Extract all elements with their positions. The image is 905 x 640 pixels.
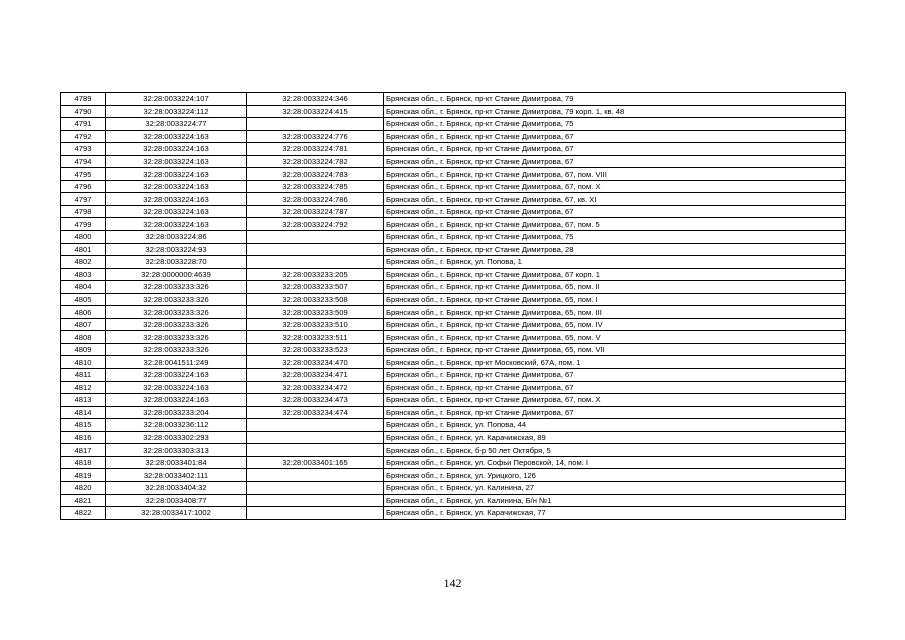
land-cadastral-number-cell: 32:28:0033224:163 (106, 155, 247, 168)
table-row (61, 168, 846, 181)
row-number-cell: 4801 (61, 243, 106, 256)
row-number-cell: 4817 (61, 444, 106, 457)
row-number-cell: 4813 (61, 394, 106, 407)
object-cadastral-number-cell (247, 256, 384, 269)
row-number-cell: 4806 (61, 306, 106, 319)
land-cadastral-number-cell: 32:28:0033224:163 (106, 369, 247, 382)
address-cell: Брянская обл., г. Брянск, пр-кт Станке Димитрова, 79 (384, 93, 846, 106)
row-number-cell: 4798 (61, 205, 106, 218)
address-cell: Брянская обл., г. Брянск, ул. Попова, 44 (384, 419, 846, 432)
land-cadastral-number-cell: 32:28:0033302:293 (106, 431, 247, 444)
row-number-cell: 4800 (61, 231, 106, 244)
address-cell: Брянская обл., г. Брянск, пр-кт Станке Димитрова, 75 (384, 231, 846, 244)
row-number-cell: 4796 (61, 180, 106, 193)
object-cadastral-number-cell: 32:28:0033234:471 (247, 369, 384, 382)
address-cell: Брянская обл., г. Брянск, ул. Попова, 1 (384, 256, 846, 269)
row-number-cell: 4814 (61, 406, 106, 419)
row-number-cell: 4820 (61, 481, 106, 494)
page-number: 142 (443, 576, 462, 590)
address-cell: Брянская обл., г. Брянск, пр-кт Станке Димитрова, 67 (384, 155, 846, 168)
row-number-cell: 4797 (61, 193, 106, 206)
address-cell: Брянская обл., г. Брянск, ул. Калинина, Б/н №1 (384, 494, 846, 507)
address-cell: Брянская обл., г. Брянск, пр-кт Станке Димитрова, 67, пом. 5 (384, 218, 846, 231)
address-cell: Брянская обл., г. Брянск, пр-кт Станке Димитрова, 67 (384, 369, 846, 382)
land-cadastral-number-cell: 32:28:0033224:163 (106, 381, 247, 394)
table-row (61, 281, 846, 294)
table-row (61, 394, 846, 407)
table-body (61, 93, 846, 520)
land-cadastral-number-cell: 32:28:0033233:326 (106, 306, 247, 319)
address-cell: Брянская обл., г. Брянск, пр-кт Станке Димитрова, 65, пом. VII (384, 343, 846, 356)
land-cadastral-number-cell: 32:28:0033233:204 (106, 406, 247, 419)
address-cell: Брянская обл., г. Брянск, ул. Карачижская, 77 (384, 507, 846, 520)
object-cadastral-number-cell: 32:28:0033233:523 (247, 343, 384, 356)
table-row (61, 419, 846, 432)
land-cadastral-number-cell: 32:28:0033224:163 (106, 205, 247, 218)
row-number-cell: 4819 (61, 469, 106, 482)
address-cell: Брянская обл., г. Брянск, пр-кт Станке Димитрова, 67 (384, 205, 846, 218)
row-number-cell: 4795 (61, 168, 106, 181)
table-row (61, 331, 846, 344)
object-cadastral-number-cell (247, 419, 384, 432)
address-cell: Брянская обл., г. Брянск, пр-кт Станке Димитрова, 65, пом. III (384, 306, 846, 319)
object-cadastral-number-cell: 32:28:0033234:473 (247, 394, 384, 407)
object-cadastral-number-cell: 32:28:0033224:783 (247, 168, 384, 181)
row-number-cell: 4790 (61, 105, 106, 118)
object-cadastral-number-cell (247, 118, 384, 131)
row-number-cell: 4815 (61, 419, 106, 432)
table-row (61, 180, 846, 193)
address-cell: Брянская обл., г. Брянск, пр-кт Московский, 67А, пом. 1 (384, 356, 846, 369)
row-number-cell: 4811 (61, 369, 106, 382)
table-row (61, 256, 846, 269)
land-cadastral-number-cell: 32:28:0033224:93 (106, 243, 247, 256)
row-number-cell: 4822 (61, 507, 106, 520)
land-cadastral-number-cell: 32:28:0033224:86 (106, 231, 247, 244)
land-cadastral-number-cell: 32:28:0033224:163 (106, 394, 247, 407)
land-cadastral-number-cell: 32:28:0033401:84 (106, 456, 247, 469)
land-cadastral-number-cell: 32:28:0033224:163 (106, 130, 247, 143)
object-cadastral-number-cell: 32:28:0033224:782 (247, 155, 384, 168)
row-number-cell: 4807 (61, 318, 106, 331)
row-number-cell: 4791 (61, 118, 106, 131)
row-number-cell: 4816 (61, 431, 106, 444)
land-cadastral-number-cell: 32:28:0033236:112 (106, 419, 247, 432)
row-number-cell: 4818 (61, 456, 106, 469)
table-row (61, 369, 846, 382)
address-cell: Брянская обл., г. Брянск, пр-кт Станке Димитрова, 67, пом. X (384, 394, 846, 407)
object-cadastral-number-cell (247, 481, 384, 494)
address-cell: Брянская обл., г. Брянск, пр-кт Станке Димитрова, 67 (384, 381, 846, 394)
address-cell: Брянская обл., г. Брянск, пр-кт Станке Димитрова, 67 (384, 130, 846, 143)
land-cadastral-number-cell: 32:28:0033228:70 (106, 256, 247, 269)
row-number-cell: 4812 (61, 381, 106, 394)
table-row (61, 444, 846, 457)
table-row (61, 306, 846, 319)
table-row (61, 93, 846, 106)
object-cadastral-number-cell: 32:28:0033224:776 (247, 130, 384, 143)
object-cadastral-number-cell: 32:28:0033224:415 (247, 105, 384, 118)
row-number-cell: 4802 (61, 256, 106, 269)
table-row (61, 130, 846, 143)
object-cadastral-number-cell (247, 231, 384, 244)
land-cadastral-number-cell: 32:28:0033224:163 (106, 143, 247, 156)
table-row (61, 318, 846, 331)
object-cadastral-number-cell: 32:28:0033224:346 (247, 93, 384, 106)
row-number-cell: 4804 (61, 281, 106, 294)
table-row (61, 456, 846, 469)
address-cell: Брянская обл., г. Брянск, пр-кт Станке Димитрова, 79 корп. 1, кв. 48 (384, 105, 846, 118)
address-cell: Брянская обл., г. Брянск, ул. Калинина, 27 (384, 481, 846, 494)
land-cadastral-number-cell: 32:28:0033233:326 (106, 281, 247, 294)
land-cadastral-number-cell: 32:28:0033233:326 (106, 331, 247, 344)
address-cell: Брянская обл., г. Брянск, пр-кт Станке Димитрова, 28 (384, 243, 846, 256)
land-cadastral-number-cell: 32:28:0033303:313 (106, 444, 247, 457)
table-row (61, 105, 846, 118)
object-cadastral-number-cell: 32:28:0033233:508 (247, 293, 384, 306)
object-cadastral-number-cell: 32:28:0033233:509 (247, 306, 384, 319)
object-cadastral-number-cell: 32:28:0033224:785 (247, 180, 384, 193)
object-cadastral-number-cell (247, 243, 384, 256)
table-row (61, 268, 846, 281)
object-cadastral-number-cell (247, 431, 384, 444)
table-row (61, 343, 846, 356)
table-row (61, 431, 846, 444)
address-cell: Брянская обл., г. Брянск, пр-кт Станке Димитрова, 67, пом. X (384, 180, 846, 193)
object-cadastral-number-cell: 32:28:0033233:511 (247, 331, 384, 344)
object-cadastral-number-cell: 32:28:0033224:787 (247, 205, 384, 218)
table-row (61, 231, 846, 244)
address-cell: Брянская обл., г. Брянск, пр-кт Станке Димитрова, 67 (384, 143, 846, 156)
object-cadastral-number-cell (247, 507, 384, 520)
row-number-cell: 4799 (61, 218, 106, 231)
address-cell: Брянская обл., г. Брянск, пр-кт Станке Димитрова, 65, пом. IV (384, 318, 846, 331)
object-cadastral-number-cell (247, 469, 384, 482)
object-cadastral-number-cell: 32:28:0033224:792 (247, 218, 384, 231)
land-cadastral-number-cell: 32:28:0033404:32 (106, 481, 247, 494)
object-cadastral-number-cell (247, 494, 384, 507)
land-cadastral-number-cell: 32:28:0033233:326 (106, 343, 247, 356)
row-number-cell: 4810 (61, 356, 106, 369)
land-cadastral-number-cell: 32:28:0033224:163 (106, 193, 247, 206)
table-row (61, 507, 846, 520)
object-cadastral-number-cell: 32:28:0033233:510 (247, 318, 384, 331)
table-row (61, 193, 846, 206)
land-cadastral-number-cell: 32:28:0000000:4639 (106, 268, 247, 281)
address-cell: Брянская обл., г. Брянск, пр-кт Станке Димитрова, 67 корп. 1 (384, 268, 846, 281)
address-cell: Брянская обл., г. Брянск, пр-кт Станке Димитрова, 65, пом. II (384, 281, 846, 294)
row-number-cell: 4803 (61, 268, 106, 281)
address-cell: Брянская обл., г. Брянск, пр-кт Станке Димитрова, 67, кв. XI (384, 193, 846, 206)
land-cadastral-number-cell: 32:28:0033224:163 (106, 218, 247, 231)
address-cell: Брянская обл., г. Брянск, пр-кт Станке Димитрова, 75 (384, 118, 846, 131)
row-number-cell: 4793 (61, 143, 106, 156)
table-row (61, 118, 846, 131)
land-cadastral-number-cell: 32:28:0033224:112 (106, 105, 247, 118)
row-number-cell: 4808 (61, 331, 106, 344)
land-cadastral-number-cell: 32:28:0033224:163 (106, 180, 247, 193)
row-number-cell: 4794 (61, 155, 106, 168)
land-cadastral-number-cell: 32:28:0033408:77 (106, 494, 247, 507)
table-row (61, 155, 846, 168)
table-row (61, 293, 846, 306)
table-row (61, 143, 846, 156)
land-cadastral-number-cell: 32:28:0033233:326 (106, 293, 247, 306)
row-number-cell: 4805 (61, 293, 106, 306)
address-cell: Брянская обл., г. Брянск, б-р 50 лет Октября, 5 (384, 444, 846, 457)
address-cell: Брянская обл., г. Брянск, ул. Урицкого, 126 (384, 469, 846, 482)
row-number-cell: 4792 (61, 130, 106, 143)
object-cadastral-number-cell: 32:28:0033224:786 (247, 193, 384, 206)
table-row (61, 218, 846, 231)
table-row (61, 381, 846, 394)
table-row (61, 243, 846, 256)
land-cadastral-number-cell: 32:28:0041511:249 (106, 356, 247, 369)
land-cadastral-number-cell: 32:28:0033417:1002 (106, 507, 247, 520)
land-cadastral-number-cell: 32:28:0033224:163 (106, 168, 247, 181)
object-cadastral-number-cell: 32:28:0033234:474 (247, 406, 384, 419)
address-cell: Брянская обл., г. Брянск, пр-кт Станке Димитрова, 65, пом. V (384, 331, 846, 344)
address-cell: Брянская обл., г. Брянск, пр-кт Станке Димитрова, 67 (384, 406, 846, 419)
object-cadastral-number-cell: 32:28:0033234:472 (247, 381, 384, 394)
address-cell: Брянская обл., г. Брянск, ул. Карачижская, 89 (384, 431, 846, 444)
object-cadastral-number-cell: 32:28:0033233:507 (247, 281, 384, 294)
table-row (61, 494, 846, 507)
land-cadastral-number-cell: 32:28:0033224:107 (106, 93, 247, 106)
registry-table (60, 92, 846, 520)
land-cadastral-number-cell: 32:28:0033224:77 (106, 118, 247, 131)
land-cadastral-number-cell: 32:28:0033402:111 (106, 469, 247, 482)
row-number-cell: 4789 (61, 93, 106, 106)
object-cadastral-number-cell (247, 444, 384, 457)
table-row (61, 469, 846, 482)
row-number-cell: 4809 (61, 343, 106, 356)
object-cadastral-number-cell: 32:28:0033233:205 (247, 268, 384, 281)
table-row (61, 356, 846, 369)
table-row (61, 481, 846, 494)
row-number-cell: 4821 (61, 494, 106, 507)
object-cadastral-number-cell: 32:28:0033234:470 (247, 356, 384, 369)
table-row (61, 205, 846, 218)
object-cadastral-number-cell: 32:28:0033401:165 (247, 456, 384, 469)
table-row (61, 406, 846, 419)
object-cadastral-number-cell: 32:28:0033224:781 (247, 143, 384, 156)
address-cell: Брянская обл., г. Брянск, пр-кт Станке Димитрова, 65, пом. I (384, 293, 846, 306)
land-cadastral-number-cell: 32:28:0033233:326 (106, 318, 247, 331)
address-cell: Брянская обл., г. Брянск, ул. Софьи Перовской, 14, пом. I (384, 456, 846, 469)
address-cell: Брянская обл., г. Брянск, пр-кт Станке Димитрова, 67, пом. VIII (384, 168, 846, 181)
